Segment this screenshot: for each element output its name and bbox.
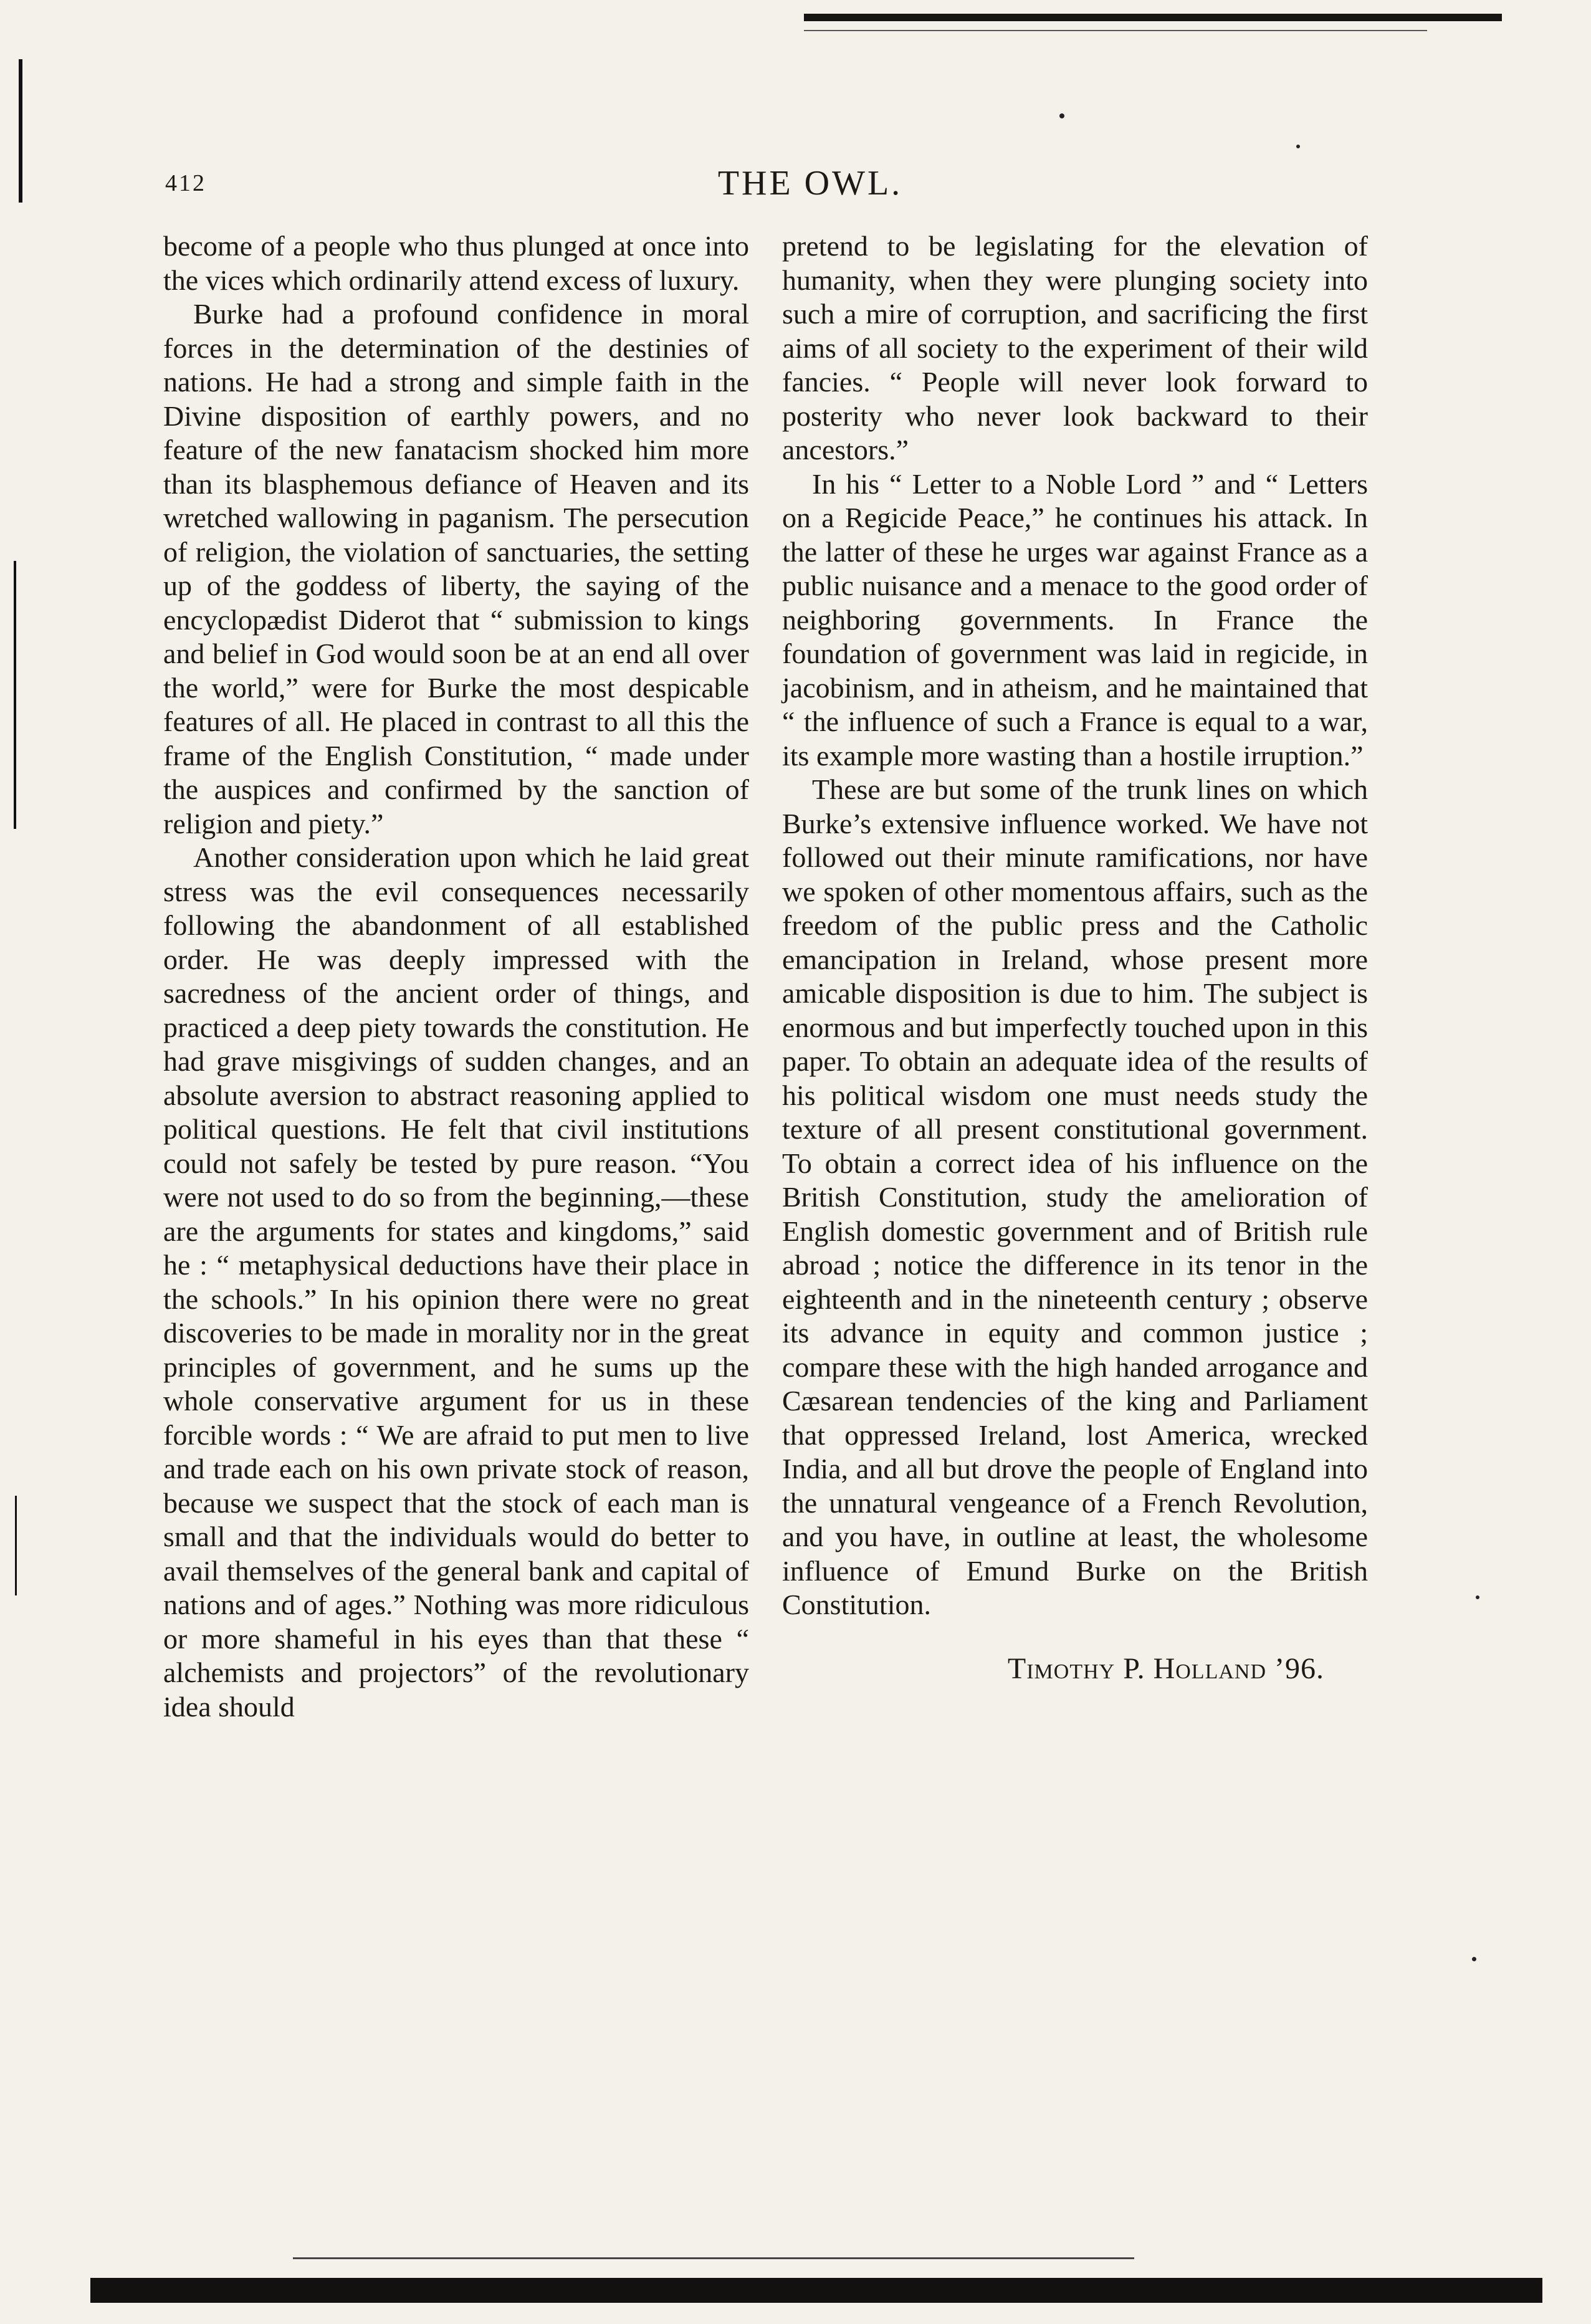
author-signature: Timothy P. Holland ’96. (1007, 1652, 1324, 1685)
paragraph: Another consideration upon which he laid great stress was the evil consequences necessarily following the abandonment of all established order. He was deeply impressed with the sacredness of the ancient order of things, and practiced a deep piety towards the constitution. He had grave misgivings of sudden changes, and an absolute aversion to abstract reasoning applied to political questions. He felt that civil institutions could not safely be tested by pure reason. “You were not used to do so from the beginning,—these are the arguments for states and kingdoms,” said he : “ metaphysical deductions have their place in the schools.” In his opinion there were no great discoveries to be made in morality nor in the great principles of government, and he sums up the whole conservative argument for us in these forcible words : “ We are afraid to put men to live and trade each on his own private stock of reason, because we suspect that the stock of each man is small and that the individuals would do better to avail themselves of the general bank and capital of nations and of ages.” Nothing was more ridiculous or more shameful in his eyes than that these “ alchemists and projectors” of the revolutionary idea should (163, 841, 749, 1723)
paragraph: become of a people who thus plunged at once into the vices which ordinarily attend excess of luxury. (163, 230, 749, 296)
top-thin-rule (804, 30, 1427, 31)
paragraph: In his “ Letter to a Noble Lord ” and “ Letters on a Regicide Peace,” he continues his attack. In the latter of these he urges war against France as a public nuisance and a menace to the good order of neighboring governments. In France the foundation of government was laid in regicide, in jacobinism, and in atheism, and he maintained that “ the influence of such a France is equal to a war, its example more wasting than a hostile irruption.” (782, 467, 1368, 772)
scan-speck (1296, 145, 1300, 148)
paragraph: These are but some of the trunk lines on which Burke’s extensive influence worked. We have not followed out their minute ramifications, nor have we spoken of other momentous affairs, such as the freedom of the public press and the Catholic emancipation in Ireland, whose present more amicable disposition is due to him. The subject is enormous and but imperfectly touched upon in this paper. To obtain an adequate idea of the results of his political wisdom one must needs study the texture of all present constitutional government. To obtain a correct idea of his influence on the British Constitution, study the amelioration of English domestic government and of British rule abroad ; notice the difference in its tenor in the eighteenth and in the nineteenth century ; observe its advance in equity and common justice ; compare these with the high handed arrogance and Cæsarean tendencies of the king and Parliament that oppressed Ireland, lost America, wrecked India, and all but drove the people of England into the unnatural vengeance of a French Revolution, and you have, in outline at least, the wholesome influence of Emund Burke on the British Constitution. (782, 773, 1368, 1620)
top-rule (804, 14, 1502, 21)
right-column (782, 229, 1368, 1686)
scan-speck (1476, 1595, 1479, 1599)
journal-title: THE OWL. (717, 164, 903, 203)
bottom-rule (90, 2278, 1542, 2303)
paragraph: Burke had a profound confidence in moral forces in the determination of the destinies of nations. He had a strong and simple faith in the Divine disposition of earthly powers, and no feature of the new fanatacism shocked him more than its blasphemous defiance of Heaven and its wretched wallowing in paganism. The persecution of religion, the violation of sanctuaries, the setting up of the goddess of liberty, the saying of the encyclopædist Diderot that “ submission to kings and belief in God would soon be at an end all over the world,” were for Burke the most despicable features of all. He placed in contrast to all this the frame of the English Constitution, “ made under the auspices and confirmed by the sanction of religion and piety.” (163, 298, 749, 839)
scan-edge-mark (15, 1496, 17, 1595)
scan-speck (1059, 113, 1064, 118)
scan-speck (1472, 1957, 1476, 1961)
page-number: 412 (165, 170, 206, 196)
scan-edge-mark (14, 561, 16, 829)
left-column (163, 229, 749, 1724)
paragraph: pretend to be legislating for the elevation of humanity, when they were plunging society into such a mire of corruption, and sacrificing the first aims of all society to the experiment of their wild fancies. “ People will never look forward to posterity who never look backward to their ancestors.” (782, 230, 1368, 466)
bottom-thin-rule (293, 2257, 1134, 2259)
running-head (165, 163, 1455, 207)
scan-edge-mark (19, 59, 22, 203)
